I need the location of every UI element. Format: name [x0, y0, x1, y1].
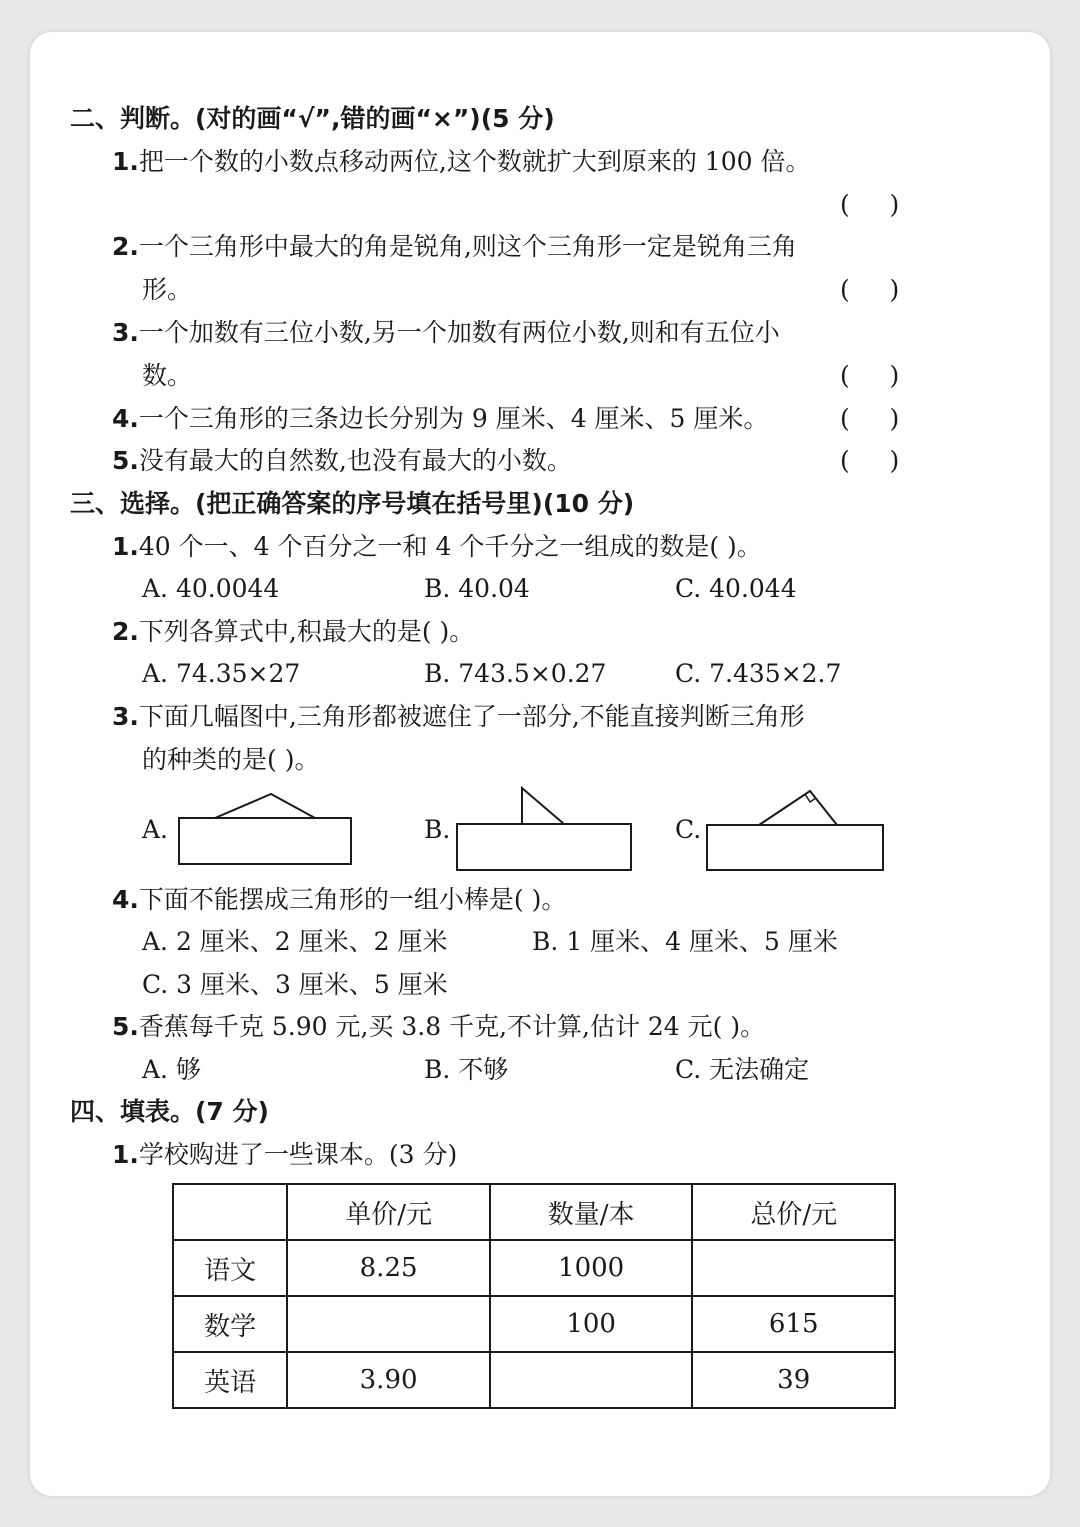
item-number: 4. — [112, 404, 139, 433]
item-text: 把一个数的小数点移动两位,这个数就扩大到原来的 100 倍。 — [138, 147, 811, 176]
figure-label-c[interactable]: C. — [675, 815, 702, 844]
table-cell-blank[interactable] — [692, 1240, 895, 1296]
table-header-row — [173, 1184, 895, 1240]
choice-q1 — [112, 532, 762, 562]
item-number: 1. — [112, 147, 139, 176]
judge-item-1 — [112, 147, 810, 177]
item-text: 没有最大的自然数,也没有最大的小数。 — [138, 446, 572, 475]
table-cell: 数学 — [173, 1296, 287, 1352]
table-cell: 3.90 — [287, 1352, 490, 1408]
judge-item-3 — [112, 318, 780, 348]
q5-option-c[interactable]: C. 无法确定 — [675, 1055, 810, 1084]
section-2-heading: 二、判断。(对的画“√”,错的画“×”)(5 分) — [70, 104, 555, 133]
item-number: 5. — [112, 446, 139, 475]
table-header-cell — [173, 1184, 287, 1240]
item-number: 3. — [112, 318, 139, 347]
answer-blank-3[interactable]: ( ) — [840, 361, 900, 390]
table-cell-blank[interactable] — [490, 1352, 693, 1408]
q1-option-c[interactable]: C. 40.044 — [675, 574, 797, 603]
table-cell: 8.25 — [287, 1240, 490, 1296]
table-row — [173, 1352, 895, 1408]
table-cell: 100 — [490, 1296, 693, 1352]
q1-option-b[interactable]: B. 40.04 — [424, 574, 530, 603]
item-text: 40 个一、4 个百分之一和 4 个千分之一组成的数是( )。 — [138, 532, 762, 561]
table-header-cell: 总价/元 — [692, 1184, 895, 1240]
item-number: 1. — [112, 532, 139, 561]
figure-label-b[interactable]: B. — [424, 815, 451, 844]
q4-option-c[interactable]: C. 3 厘米、3 厘米、5 厘米 — [142, 970, 448, 999]
figure-c-covered-triangle — [703, 784, 887, 876]
figure-label-a[interactable]: A. — [142, 815, 169, 844]
textbook-price-table — [172, 1183, 896, 1409]
q1-option-a[interactable]: A. 40.0044 — [142, 574, 280, 603]
item-number: 3. — [112, 702, 139, 731]
item-text: 下面不能摆成三角形的一组小棒是( )。 — [138, 885, 567, 914]
table-header-cell: 数量/本 — [490, 1184, 693, 1240]
judge-item-2-cont: 形。 — [142, 275, 193, 304]
section-3-heading: 三、选择。(把正确答案的序号填在括号里)(10 分) — [70, 489, 635, 518]
table-row — [173, 1240, 895, 1296]
judge-item-4 — [112, 404, 768, 434]
choice-q5 — [112, 1012, 765, 1042]
table-cell: 615 — [692, 1296, 895, 1352]
table-cell: 39 — [692, 1352, 895, 1408]
table-cell: 1000 — [490, 1240, 693, 1296]
answer-blank-5[interactable]: ( ) — [840, 446, 900, 475]
answer-blank-4[interactable]: ( ) — [840, 404, 900, 433]
table-row — [173, 1296, 895, 1352]
item-number: 4. — [112, 885, 139, 914]
q2-option-c[interactable]: C. 7.435×2.7 — [675, 659, 842, 688]
fill-table-q1 — [112, 1140, 457, 1170]
judge-item-2 — [112, 232, 797, 262]
item-number: 2. — [112, 617, 139, 646]
q4-option-b[interactable]: B. 1 厘米、4 厘米、5 厘米 — [532, 927, 838, 956]
figure-a-covered-triangle — [175, 790, 357, 870]
item-text: 一个三角形的三条边长分别为 9 厘米、4 厘米、5 厘米。 — [138, 404, 769, 433]
choice-q2 — [112, 617, 474, 647]
item-number: 2. — [112, 232, 139, 261]
item-text: 一个三角形中最大的角是锐角,则这个三角形一定是锐角三角 — [138, 232, 797, 261]
q5-option-a[interactable]: A. 够 — [142, 1055, 201, 1084]
q5-option-b[interactable]: B. 不够 — [424, 1055, 509, 1084]
answer-blank-2[interactable]: ( ) — [840, 275, 900, 304]
item-text: 下列各算式中,积最大的是( )。 — [138, 617, 475, 646]
table-cell: 英语 — [173, 1352, 287, 1408]
item-number: 5. — [112, 1012, 139, 1041]
section-4-heading: 四、填表。(7 分) — [70, 1097, 269, 1126]
answer-blank-1[interactable]: ( ) — [840, 190, 900, 219]
q4-option-a[interactable]: A. 2 厘米、2 厘米、2 厘米 — [142, 927, 448, 956]
table-header-cell: 单价/元 — [287, 1184, 490, 1240]
item-number: 1. — [112, 1140, 139, 1169]
judge-item-3-cont: 数。 — [142, 361, 193, 390]
choice-q4 — [112, 885, 566, 915]
q2-option-b[interactable]: B. 743.5×0.27 — [424, 659, 607, 688]
figure-b-covered-triangle — [453, 782, 635, 874]
item-text: 下面几幅图中,三角形都被遮住了一部分,不能直接判断三角形 — [138, 702, 805, 731]
table-cell: 语文 — [173, 1240, 287, 1296]
judge-item-5 — [112, 446, 572, 476]
choice-q3-cont: 的种类的是( )。 — [142, 745, 320, 774]
choice-q3 — [112, 702, 805, 732]
item-text: 一个加数有三位小数,另一个加数有两位小数,则和有五位小 — [138, 318, 780, 347]
item-text: 香蕉每千克 5.90 元,买 3.8 千克,不计算,估计 24 元( )。 — [138, 1012, 766, 1041]
q2-option-a[interactable]: A. 74.35×27 — [142, 659, 301, 688]
table-cell-blank[interactable] — [287, 1296, 490, 1352]
item-text: 学校购进了一些课本。(3 分) — [138, 1140, 458, 1169]
